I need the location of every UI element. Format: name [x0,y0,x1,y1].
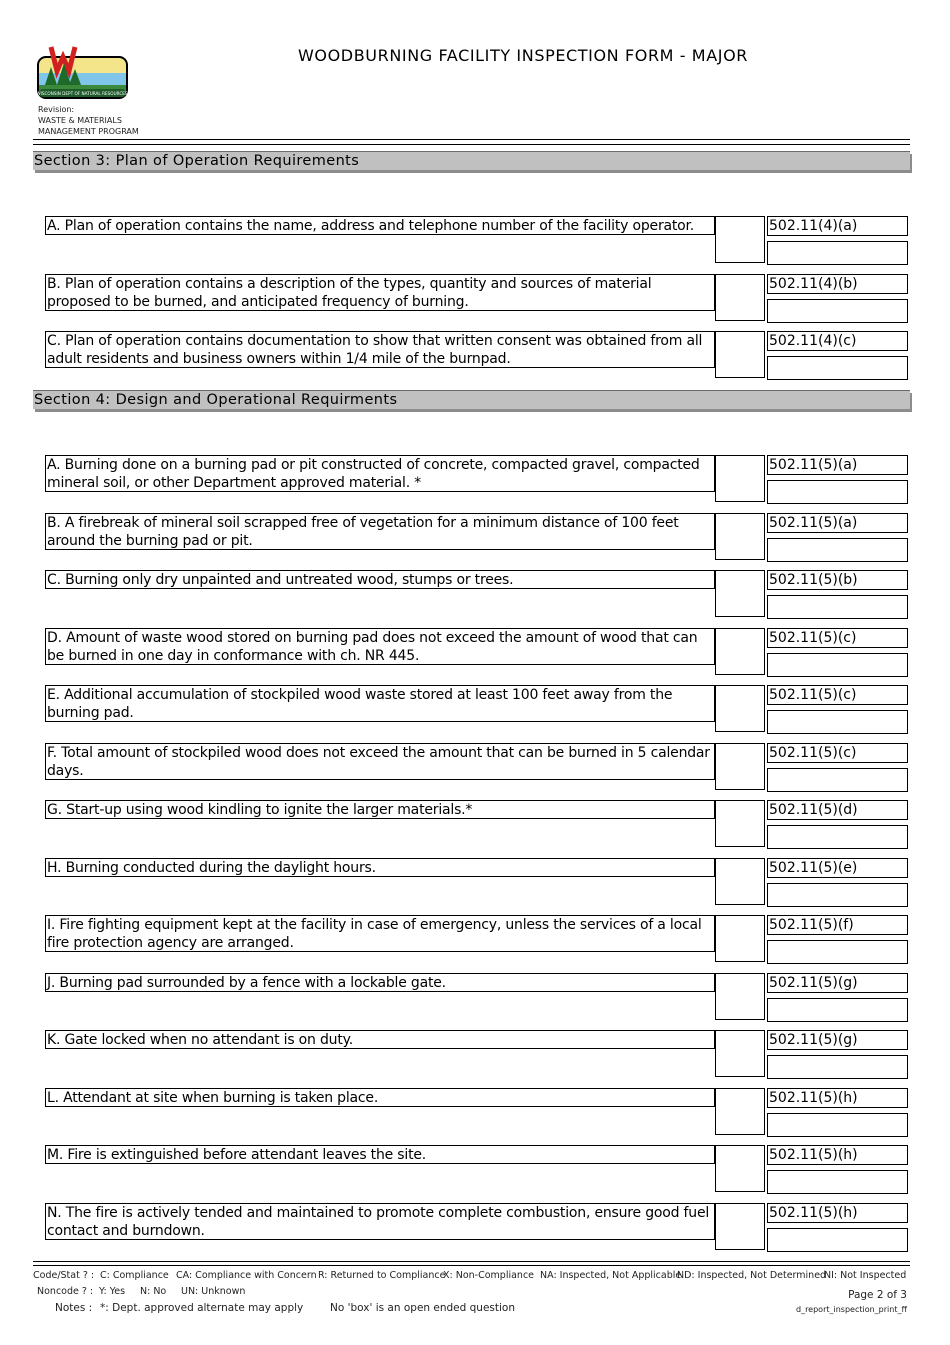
code-reference: 502.11(5)(a) [767,513,908,533]
code-stat-box[interactable] [715,973,765,1020]
question-text: H. Burning conducted during the daylight hours. [45,858,715,877]
note-box[interactable] [767,883,908,907]
note-open-ended: No 'box' is an open ended question [330,1302,516,1314]
code-stat-box[interactable] [715,743,765,790]
note-box[interactable] [767,768,908,792]
code-reference: 502.11(5)(b) [767,570,908,590]
code-reference: 502.11(5)(c) [767,628,908,648]
code-reference: 502.11(4)(c) [767,331,908,351]
noncode-label: Noncode ? : [37,1286,94,1297]
note-box[interactable] [767,825,908,849]
note-box[interactable] [767,1170,908,1194]
note-alternate: *: Dept. approved alternate may apply [100,1302,304,1314]
note-box[interactable] [767,595,908,619]
code-reference: 502.11(4)(a) [767,216,908,236]
code-reference: 502.11(4)(b) [767,274,908,294]
program-line1: WASTE & MATERIALS [38,116,122,125]
note-box[interactable] [767,940,908,964]
note-box[interactable] [767,1055,908,1079]
question-text: G. Start-up using wood kindling to ignite the larger materials.* [45,800,715,819]
code-stat-box[interactable] [715,455,765,502]
code-reference: 502.11(5)(h) [767,1088,908,1108]
question-text: J. Burning pad surrounded by a fence with a lockable gate. [45,973,715,992]
code-stat-box[interactable] [715,274,765,321]
code-ni: NI: Not Inspected [824,1270,907,1281]
note-box[interactable] [767,356,908,380]
section4-header: Section 4: Design and Operational Requirments [33,390,910,409]
note-box[interactable] [767,1228,908,1252]
question-text: B. A firebreak of mineral soil scrapped free of vegetation for a minimum distance of 100 feet around the burning pad or pit. [45,513,715,550]
noncode-yes: Y: Yes [99,1286,126,1297]
question-text: C. Plan of operation contains documentation to show that written consent was obtained from all adult residents and business owners within 1/4 mile of the burnpad. [45,331,715,368]
code-stat-box[interactable] [715,570,765,617]
report-id: d_report_inspection_print_ff [795,1305,907,1314]
page-title: WOODBURNING FACILITY INSPECTION FORM - MAJOR [298,46,748,65]
question-text: A. Burning done on a burning pad or pit constructed of concrete, compacted gravel, compacted mineral soil, or other Department approved material. * [45,455,715,492]
logo-lettering: WISCONSIN DEPT OF NATURAL RESOURCES [37,91,128,96]
code-stat-box[interactable] [715,1145,765,1192]
program-line2: MANAGEMENT PROGRAM [38,127,139,136]
code-reference: 502.11(5)(g) [767,973,908,993]
code-reference: 502.11(5)(c) [767,685,908,705]
notes-label: Notes : [55,1302,93,1314]
note-box[interactable] [767,710,908,734]
code-reference: 502.11(5)(c) [767,743,908,763]
note-box[interactable] [767,480,908,504]
code-reference: 502.11(5)(h) [767,1203,908,1223]
note-box[interactable] [767,538,908,562]
code-na: NA: Inspected, Not Applicable [540,1270,682,1281]
note-box[interactable] [767,1113,908,1137]
code-reference: 502.11(5)(a) [767,455,908,475]
noncode-no: N: No [140,1286,167,1297]
code-nd: ND: Inspected, Not Determined [677,1270,827,1281]
question-text: C. Burning only dry unpainted and untreated wood, stumps or trees. [45,570,715,589]
code-stat-box[interactable] [715,858,765,905]
code-reference: 502.11(5)(d) [767,800,908,820]
code-stat-box[interactable] [715,1203,765,1250]
question-text: A. Plan of operation contains the name, address and telephone number of the facility operator. [45,216,715,235]
code-concern: CA: Compliance with Concern [176,1270,317,1281]
code-noncompliance: X: Non-Compliance [443,1270,535,1281]
code-stat-box[interactable] [715,216,765,263]
section3-header: Section 3: Plan of Operation Requirements [33,151,910,170]
code-stat-box[interactable] [715,513,765,560]
code-label: Code/Stat ? : [33,1270,95,1281]
code-stat-box[interactable] [715,800,765,847]
note-box[interactable] [767,299,908,323]
note-box[interactable] [767,653,908,677]
header-divider-2 [33,144,910,145]
question-text: D. Amount of waste wood stored on burning pad does not exceed the amount of wood that can be burned in one day in conformance with ch. NR 445. [45,628,715,665]
page-number: Page 2 of 3 [848,1289,907,1301]
footer-divider [33,1261,910,1262]
code-reference: 502.11(5)(h) [767,1145,908,1165]
question-text: M. Fire is extinguished before attendant leaves the site. [45,1145,715,1164]
question-text: E. Additional accumulation of stockpiled wood waste stored at least 100 feet away from the burning pad. [45,685,715,722]
question-text: K. Gate locked when no attendant is on duty. [45,1030,715,1049]
code-stat-box[interactable] [715,628,765,675]
code-reference: 502.11(5)(g) [767,1030,908,1050]
question-text: F. Total amount of stockpiled wood does not exceed the amount that can be burned in 5 calendar days. [45,743,715,780]
question-text: I. Fire fighting equipment kept at the facility in case of emergency, unless the services of a local fire protection agency are arranged. [45,915,715,952]
code-stat-box[interactable] [715,1030,765,1077]
revision-label: Revision: [38,105,75,114]
code-compliance: C: Compliance [100,1270,169,1281]
question-text: B. Plan of operation contains a description of the types, quantity and sources of material proposed to be burned, and anticipated frequency of burning. [45,274,715,311]
code-stat-box[interactable] [715,1088,765,1135]
question-text: N. The fire is actively tended and maintained to promote complete combustion, ensure good fuel contact and burndown. [45,1203,715,1240]
code-stat-box[interactable] [715,331,765,378]
dnr-logo [37,45,129,100]
code-stat-box[interactable] [715,915,765,962]
header-divider [33,139,910,140]
code-reference: 502.11(5)(e) [767,858,908,878]
noncode-unknown: UN: Unknown [181,1286,246,1297]
code-stat-box[interactable] [715,685,765,732]
question-text: L. Attendant at site when burning is taken place. [45,1088,715,1107]
code-reference: 502.11(5)(f) [767,915,908,935]
note-box[interactable] [767,998,908,1022]
footer-divider-2 [33,1265,910,1266]
note-box[interactable] [767,241,908,265]
code-returned: R: Returned to Compliance [318,1270,446,1281]
